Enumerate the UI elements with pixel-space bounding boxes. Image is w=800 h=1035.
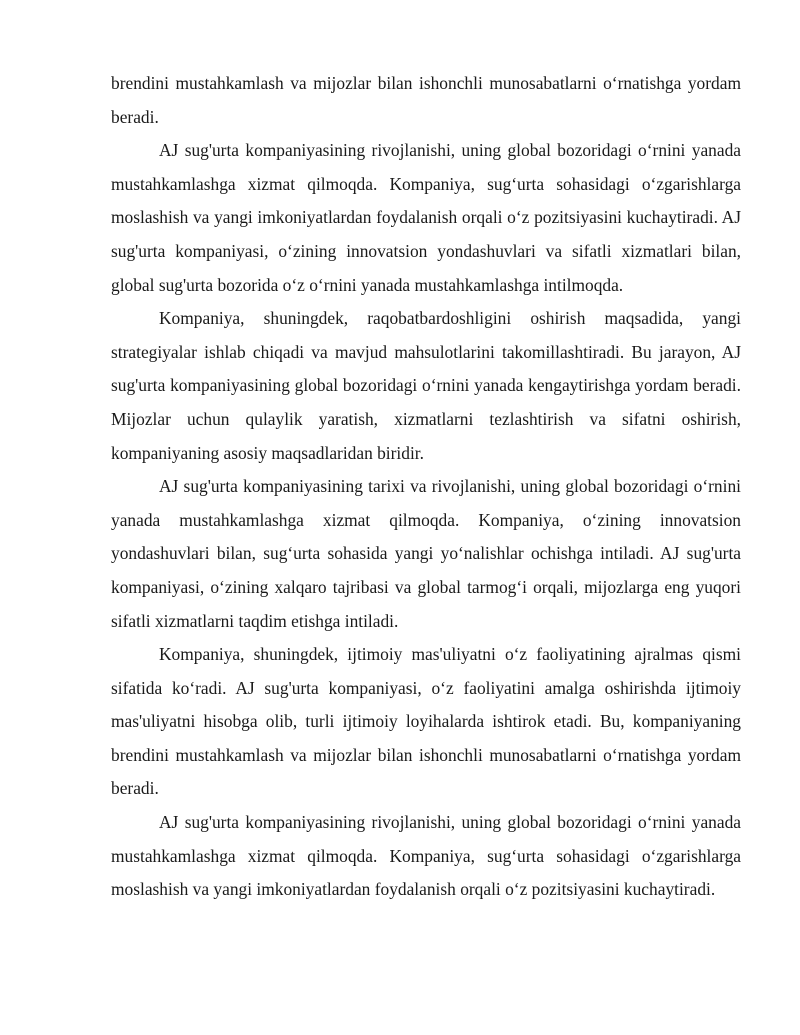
paragraph-continued: brendini mustahkamlash va mijozlar bilan ishonchli munosabatlarni o‘rnatishga yordam beradi. [111,73,741,127]
paragraph: AJ sug'urta kompaniyasining rivojlanishi, uning global bozoridagi o‘rnini yanada mustahkamlashga xizmat qilmoqda. Kompaniya, sug‘urta sohasidagi o‘zgarishlarga moslashish va yangi imkoniyatlardan foydalanish orqali o‘z pozitsiyasini kuchaytiradi. [111,812,741,900]
paragraph: Kompaniya, shuningdek, ijtimoiy mas'uliyatni o‘z faoliyatining ajralmas qismi sifatida ko‘radi. AJ sug'urta kompaniyasi, o‘z faoliyatini amalga oshirishda ijtimoiy mas'uliyatni hisobga olib, turli ijtimoiy loyihalarda ishtirok etadi. Bu, kompaniyaning brendini mustahkamlash va mijozlar bilan ishonchli munosabatlarni o‘rnatishga yordam beradi. [111,644,741,799]
document-body [111,67,741,907]
paragraph: Kompaniya, shuningdek, raqobatbardoshligini oshirish maqsadida, yangi strategiyalar ishlab chiqadi va mavjud mahsulotlarini takomillashtiradi. Bu jarayon, AJ sug'urta kompaniyasining global bozoridagi o‘rnini yanada kengaytirishga yordam beradi. Mijozlar uchun qulaylik yaratish, xizmatlarni tezlashtirish va sifatni oshirish, kompaniyaning asosiy maqsadlaridan biridir. [111,308,741,463]
paragraph: AJ sug'urta kompaniyasining rivojlanishi, uning global bozoridagi o‘rnini yanada mustahkamlashga xizmat qilmoqda. Kompaniya, sug‘urta sohasidagi o‘zgarishlarga moslashish va yangi imkoniyatlardan foydalanish orqali o‘z pozitsiyasini kuchaytiradi. AJ sug'urta kompaniyasi, o‘zining innovatsion yondashuvlari va sifatli xizmatlari bilan, global sug'urta bozorida o‘z o‘rnini yanada mustahkamlashga intilmoqda. [111,140,741,295]
paragraph: AJ sug'urta kompaniyasining tarixi va rivojlanishi, uning global bozoridagi o‘rnini yanada mustahkamlashga xizmat qilmoqda. Kompaniya, o‘zining innovatsion yondashuvlari bilan, sug‘urta sohasida yangi yo‘nalishlar ochishga intiladi. AJ sug'urta kompaniyasi, o‘zining xalqaro tajribasi va global tarmog‘i orqali, mijozlarga eng yuqori sifatli xizmatlarni taqdim etishga intiladi. [111,476,741,631]
